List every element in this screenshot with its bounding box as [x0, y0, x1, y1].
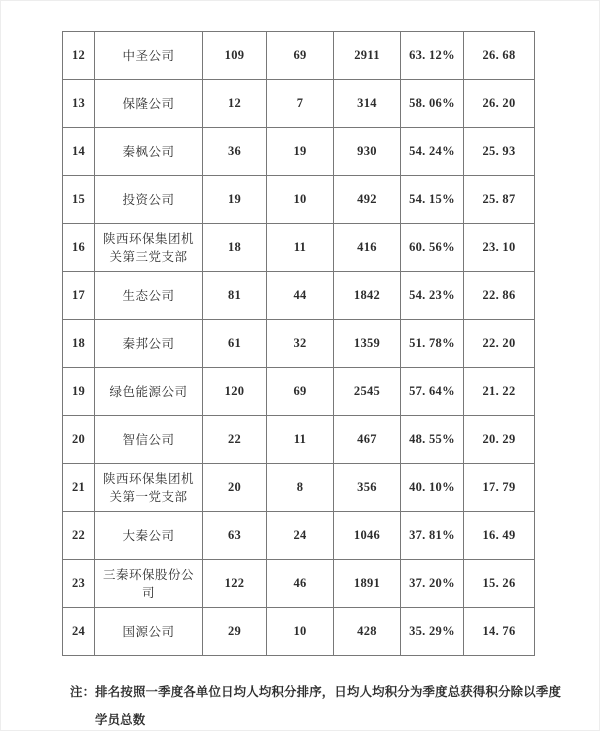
value-cell: 7: [267, 80, 334, 128]
unit-name-cell: 投资公司: [95, 176, 203, 224]
table-row: [63, 224, 535, 272]
value-cell: 314: [334, 80, 401, 128]
value-cell: 122: [203, 560, 267, 608]
unit-name-cell: 绿色能源公司: [95, 368, 203, 416]
value-cell: 11: [267, 416, 334, 464]
value-cell: 109: [203, 32, 267, 80]
value-cell: 492: [334, 176, 401, 224]
unit-name-cell: 三秦环保股份公司: [95, 560, 203, 608]
rank-cell: 20: [63, 416, 95, 464]
table-row: [63, 368, 535, 416]
rank-cell: 12: [63, 32, 95, 80]
score-cell: 17. 79: [464, 464, 535, 512]
score-cell: 15. 26: [464, 560, 535, 608]
value-cell: 20: [203, 464, 267, 512]
table-row: [63, 512, 535, 560]
value-cell: 428: [334, 608, 401, 656]
table-row: [63, 272, 535, 320]
rank-cell: 24: [63, 608, 95, 656]
ranking-table: [62, 31, 535, 656]
value-cell: 1046: [334, 512, 401, 560]
value-cell: 19: [267, 128, 334, 176]
unit-name-cell: 秦枫公司: [95, 128, 203, 176]
value-cell: 24: [267, 512, 334, 560]
value-cell: 10: [267, 608, 334, 656]
footnote: 注：排名按照一季度各单位日均人均积分排序，日均人均积分为季度总获得积分除以季度学员总数: [70, 685, 562, 728]
percent-cell: 54. 23%: [401, 272, 464, 320]
percent-cell: 58. 06%: [401, 80, 464, 128]
table-row: [63, 416, 535, 464]
unit-name-cell: 陕西环保集团机关第三党支部: [95, 224, 203, 272]
table-row: [63, 320, 535, 368]
ranking-table-body: [63, 32, 535, 656]
value-cell: 1842: [334, 272, 401, 320]
percent-cell: 37. 20%: [401, 560, 464, 608]
unit-name-cell: 陕西环保集团机关第一党支部: [95, 464, 203, 512]
table-row: [63, 176, 535, 224]
value-cell: 81: [203, 272, 267, 320]
value-cell: 46: [267, 560, 334, 608]
rank-cell: 14: [63, 128, 95, 176]
score-cell: 25. 93: [464, 128, 535, 176]
unit-name-cell: 大秦公司: [95, 512, 203, 560]
score-cell: 20. 29: [464, 416, 535, 464]
rank-cell: 21: [63, 464, 95, 512]
score-cell: 25. 87: [464, 176, 535, 224]
score-cell: 26. 68: [464, 32, 535, 80]
score-cell: 26. 20: [464, 80, 535, 128]
value-cell: 8: [267, 464, 334, 512]
value-cell: 36: [203, 128, 267, 176]
value-cell: 356: [334, 464, 401, 512]
value-cell: 44: [267, 272, 334, 320]
unit-name-cell: 智信公司: [95, 416, 203, 464]
score-cell: 22. 20: [464, 320, 535, 368]
percent-cell: 35. 29%: [401, 608, 464, 656]
value-cell: 63: [203, 512, 267, 560]
value-cell: 930: [334, 128, 401, 176]
value-cell: 69: [267, 368, 334, 416]
percent-cell: 40. 10%: [401, 464, 464, 512]
percent-cell: 63. 12%: [401, 32, 464, 80]
value-cell: 120: [203, 368, 267, 416]
percent-cell: 37. 81%: [401, 512, 464, 560]
rank-cell: 17: [63, 272, 95, 320]
rank-cell: 16: [63, 224, 95, 272]
percent-cell: 60. 56%: [401, 224, 464, 272]
unit-name-cell: 中圣公司: [95, 32, 203, 80]
value-cell: 2911: [334, 32, 401, 80]
percent-cell: 51. 78%: [401, 320, 464, 368]
table-row: [63, 32, 535, 80]
value-cell: 1891: [334, 560, 401, 608]
rank-cell: 18: [63, 320, 95, 368]
score-cell: 16. 49: [464, 512, 535, 560]
value-cell: 2545: [334, 368, 401, 416]
rank-cell: 13: [63, 80, 95, 128]
value-cell: 69: [267, 32, 334, 80]
unit-name-cell: 国源公司: [95, 608, 203, 656]
percent-cell: 54. 24%: [401, 128, 464, 176]
score-cell: 22. 86: [464, 272, 535, 320]
unit-name-cell: 生态公司: [95, 272, 203, 320]
rank-cell: 22: [63, 512, 95, 560]
score-cell: 23. 10: [464, 224, 535, 272]
score-cell: 14. 76: [464, 608, 535, 656]
rank-cell: 23: [63, 560, 95, 608]
table-row: [63, 80, 535, 128]
percent-cell: 48. 55%: [401, 416, 464, 464]
value-cell: 29: [203, 608, 267, 656]
percent-cell: 54. 15%: [401, 176, 464, 224]
table-row: [63, 128, 535, 176]
table-row: [63, 464, 535, 512]
value-cell: 61: [203, 320, 267, 368]
value-cell: 22: [203, 416, 267, 464]
unit-name-cell: 秦邦公司: [95, 320, 203, 368]
rank-cell: 15: [63, 176, 95, 224]
rank-cell: 19: [63, 368, 95, 416]
value-cell: 12: [203, 80, 267, 128]
value-cell: 10: [267, 176, 334, 224]
value-cell: 19: [203, 176, 267, 224]
percent-cell: 57. 64%: [401, 368, 464, 416]
value-cell: 32: [267, 320, 334, 368]
score-cell: 21. 22: [464, 368, 535, 416]
table-row: [63, 560, 535, 608]
value-cell: 467: [334, 416, 401, 464]
value-cell: 416: [334, 224, 401, 272]
unit-name-cell: 保隆公司: [95, 80, 203, 128]
value-cell: 11: [267, 224, 334, 272]
table-row: [63, 608, 535, 656]
value-cell: 1359: [334, 320, 401, 368]
value-cell: 18: [203, 224, 267, 272]
